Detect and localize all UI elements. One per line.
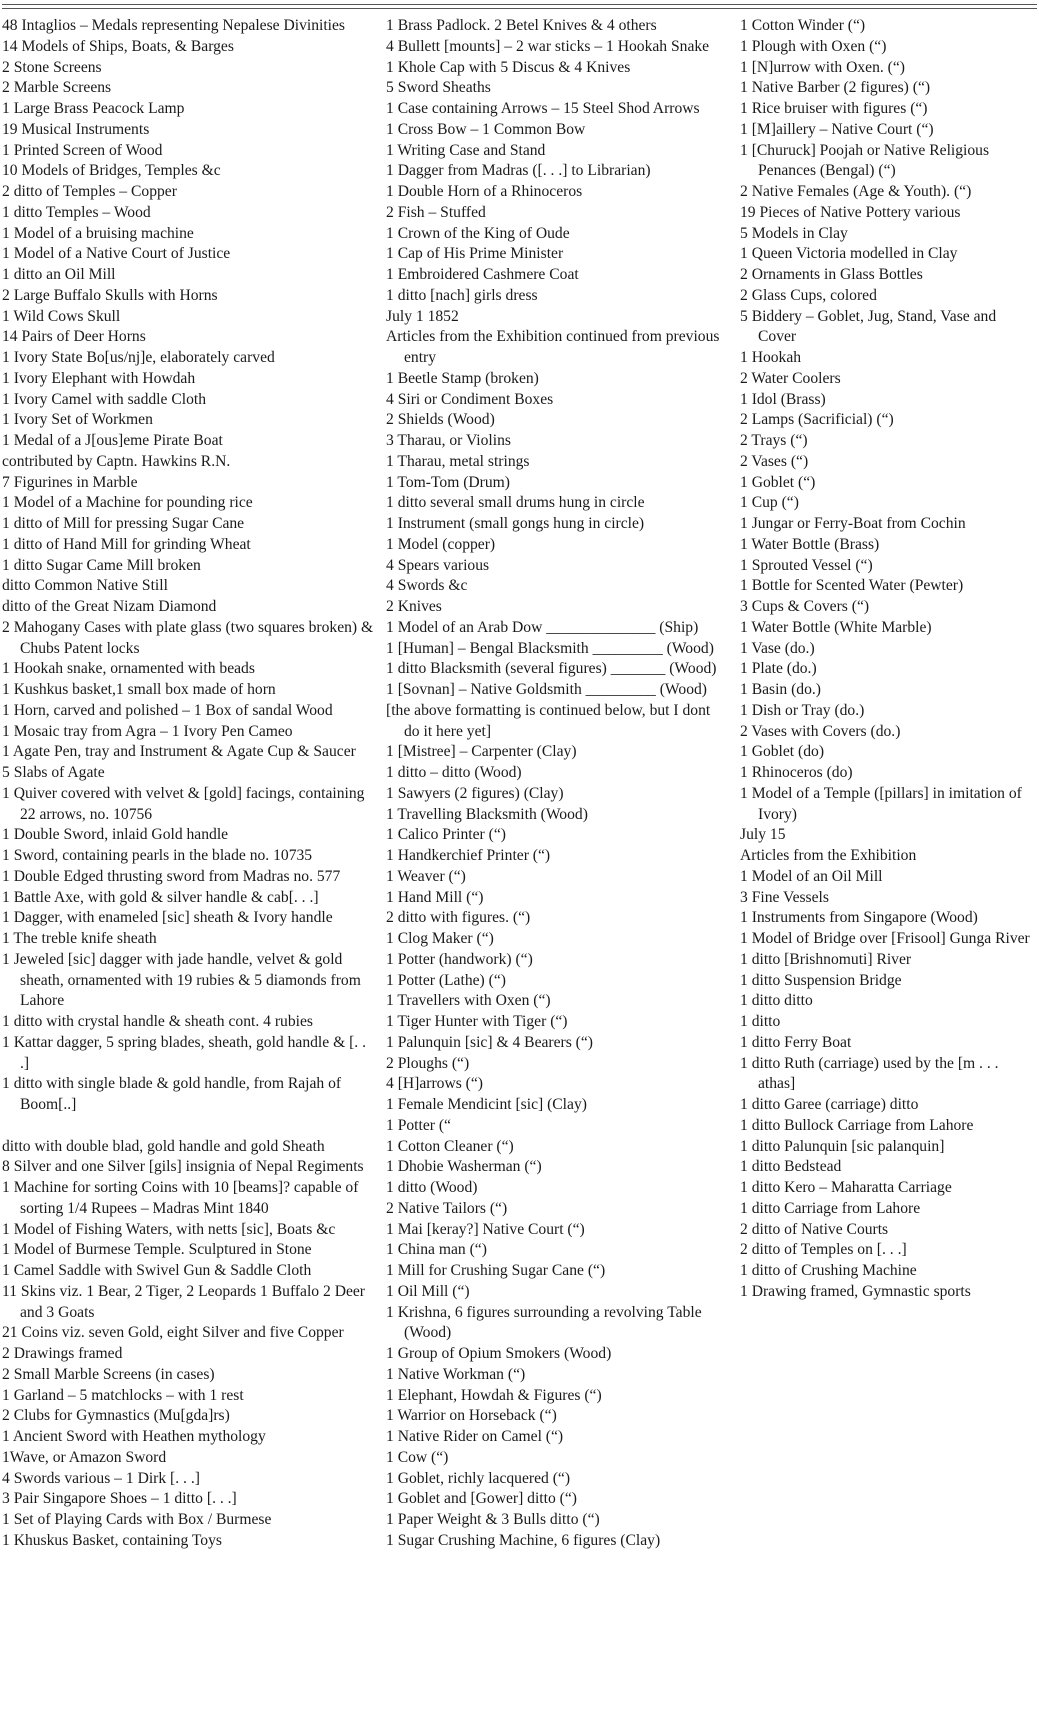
inventory-entry: 1 Plate (do.) bbox=[740, 660, 817, 678]
inventory-entry: 1 Embroidered Cashmere Coat bbox=[386, 266, 579, 283]
inventory-entry: 1 Brass Padlock. 2 Betel Knives & 4 others bbox=[386, 17, 657, 34]
inventory-entry: 1 Cup (“) bbox=[740, 494, 799, 512]
inventory-entry: 5 Biddery – Goblet, Jug, Stand, Vase and Cover bbox=[740, 307, 997, 346]
inventory-entry: 1 Rhinoceros (do) bbox=[740, 764, 853, 781]
inventory-entry: 2 Ornaments in Glass Bottles bbox=[740, 266, 923, 283]
inventory-entry: 1 Cross Bow – 1 Common Bow bbox=[386, 120, 586, 138]
inventory-column-1 bbox=[2, 16, 374, 1552]
inventory-entry: 1 Handkerchief Printer (“) bbox=[386, 847, 551, 864]
inventory-entry: 1 Goblet, richly lacquered (“) bbox=[386, 1469, 571, 1487]
inventory-entry: 1 Queen Victoria modelled in Clay bbox=[740, 245, 958, 263]
inventory-entry: 1 Set of Playing Cards with Box / Burmese bbox=[2, 1511, 272, 1528]
inventory-entry: 1 Female Mendicint [sic] (Clay) bbox=[386, 1096, 587, 1113]
inventory-entry: 1 ditto (Wood) bbox=[386, 1179, 478, 1196]
inventory-entry: 1 Water Bottle (White Marble) bbox=[740, 618, 932, 636]
inventory-entry: 1 ditto Sugar Came Mill broken bbox=[2, 556, 201, 574]
inventory-entry: 1 ditto [Brishnomuti] River bbox=[740, 950, 912, 968]
inventory-entry: 1 Ivory State Bo[us/nj]e, elaborately carved bbox=[2, 349, 275, 366]
inventory-entry: 1 Model of Bridge over [Frisool] Gunga River bbox=[740, 930, 1030, 947]
inventory-entry: 2 Mahogany Cases with plate glass (two squares broken) & Chubs Patent locks bbox=[2, 618, 374, 657]
inventory-entry: 1 Mai [keray?] Native Court (“) bbox=[386, 1220, 585, 1238]
inventory-entry: 1 ditto Ruth (carriage) used by the [m . . . athas] bbox=[740, 1054, 999, 1093]
inventory-entry: 1 Vase (do.) bbox=[740, 639, 815, 657]
inventory-entry: 1 ditto Blacksmith (several figures) _______ (Wood) bbox=[386, 660, 717, 678]
inventory-entry: 2 Lamps (Sacrificial) (“) bbox=[740, 411, 894, 429]
inventory-entry: 1 Agate Pen, tray and Instrument & Agate Cup & Saucer bbox=[2, 743, 356, 761]
inventory-entry: 1 Double Edged thrusting sword from Madras no. 577 bbox=[2, 867, 341, 885]
inventory-entry: 1 Basin (do.) bbox=[740, 681, 821, 698]
inventory-entry: 3 Fine Vessels bbox=[740, 888, 829, 906]
inventory-entry: 1 Quiver covered with velvet & [gold] facings, containing 22 arrows, no. 10756 bbox=[2, 784, 365, 823]
inventory-entry: 19 Pieces of Native Pottery various bbox=[740, 203, 961, 221]
inventory-entry: 1 Potter (Lathe) (“) bbox=[386, 971, 506, 989]
inventory-entry: 2 Trays (“) bbox=[740, 432, 808, 449]
inventory-entry: 1 Jungar or Ferry-Boat from Cochin bbox=[740, 515, 966, 532]
inventory-entry: 1 Drawing framed, Gymnastic sports bbox=[740, 1282, 971, 1300]
inventory-entry: 1 [Sovnan] – Native Goldsmith _________ (Wood) bbox=[386, 681, 707, 698]
inventory-entry: 1 Cotton Winder (“) bbox=[740, 17, 866, 34]
inventory-entry: 1 Paper Weight & 3 Bulls ditto (“) bbox=[386, 1511, 600, 1528]
inventory-entry: 1 Camel Saddle with Swivel Gun & Saddle Cloth bbox=[2, 1262, 312, 1279]
inventory-entry: 1 Model (copper) bbox=[386, 535, 496, 553]
inventory-entry: 2 Fish – Stuffed bbox=[386, 203, 486, 221]
inventory-entry: 2 Glass Cups, colored bbox=[740, 286, 877, 304]
inventory-entry: 1 ditto Bullock Carriage from Lahore bbox=[740, 1116, 974, 1134]
inventory-entry: 1 Machine for sorting Coins with 10 [beams]? capable of sorting 1/4 Rupees – Madras Mint 1840 bbox=[2, 1179, 359, 1217]
inventory-entry: 5 Sword Sheaths bbox=[386, 79, 491, 97]
inventory-entry: 4 Spears various bbox=[386, 556, 490, 574]
inventory-entry: 1 Oil Mill (“) bbox=[386, 1282, 470, 1300]
inventory-entry: 21 Coins viz. seven Gold, eight Silver and five Copper bbox=[2, 1324, 344, 1342]
inventory-entry: 1 ditto Palunquin [sic palanquin] bbox=[740, 1137, 945, 1155]
inventory-entry: 1 Instrument (small gongs hung in circle) bbox=[386, 515, 645, 532]
inventory-entry: 1 ditto Temples – Wood bbox=[2, 203, 151, 221]
inventory-entry: 1 Model of a Native Court of Justice bbox=[2, 245, 231, 263]
inventory-entry: 1 Potter (handwork) (“) bbox=[386, 950, 533, 968]
inventory-entry: 1 ditto an Oil Mill bbox=[2, 266, 116, 283]
inventory-entry: 1 Native Barber (2 figures) (“) bbox=[740, 79, 931, 97]
inventory-entry: 1 Cow (“) bbox=[386, 1448, 449, 1466]
inventory-entry: 1 [Human] – Bengal Blacksmith _________ (Wood) bbox=[386, 639, 714, 657]
inventory-entry: 5 Models in Clay bbox=[740, 224, 848, 242]
inventory-entry: 2 Ploughs (“) bbox=[386, 1054, 470, 1072]
inventory-entry: 1 Bottle for Scented Water (Pewter) bbox=[740, 577, 964, 595]
inventory-entry: 4 Swords &c bbox=[386, 577, 468, 595]
inventory-entry: 1 Model of Burmese Temple. Sculptured in Stone bbox=[2, 1241, 312, 1259]
inventory-entry: 2 Clubs for Gymnastics (Mu[gda]rs) bbox=[2, 1407, 230, 1425]
inventory-entry: 1 [Mistree] – Carpenter (Clay) bbox=[386, 743, 577, 761]
inventory-entry: 1 Horn, carved and polished – 1 Box of sandal Wood bbox=[2, 701, 333, 719]
inventory-entry: 1 Water Bottle (Brass) bbox=[740, 535, 880, 553]
inventory-entry: 1 ditto Suspension Bridge bbox=[740, 971, 902, 989]
inventory-entry: 1 ditto – ditto (Wood) bbox=[386, 764, 522, 781]
inventory-entry: 1 Weaver (“) bbox=[386, 867, 466, 885]
inventory-entry: 2 Native Tailors (“) bbox=[386, 1199, 508, 1217]
inventory-entry: 1 Idol (Brass) bbox=[740, 390, 826, 408]
inventory-entry: 1 [Churuck] Poojah or Native Religious Penances (Bengal) (“) bbox=[740, 141, 990, 180]
inventory-entry: 1 Clog Maker (“) bbox=[386, 930, 494, 947]
inventory-entry: 1 Tiger Hunter with Tiger (“) bbox=[386, 1013, 568, 1030]
inventory-entry: 1 Mill for Crushing Sugar Cane (“) bbox=[386, 1262, 606, 1279]
inventory-entry: 1 Rice bruiser with figures (“) bbox=[740, 100, 928, 117]
inventory-entry: 1 Krishna, 6 figures surrounding a revolving Table (Wood) bbox=[386, 1303, 702, 1342]
inventory-entry: 1 Group of Opium Smokers (Wood) bbox=[386, 1345, 612, 1362]
inventory-entry: 1 Plough with Oxen (“) bbox=[740, 37, 887, 55]
inventory-entry: 2 Knives bbox=[386, 598, 442, 615]
inventory-entry: 2 Vases (“) bbox=[740, 452, 809, 470]
inventory-entry: 1 Sugar Crushing Machine, 6 figures (Clay) bbox=[386, 1531, 661, 1549]
inventory-entry: 1 Ivory Elephant with Howdah bbox=[2, 369, 196, 387]
inventory-entry: 1 Calico Printer (“) bbox=[386, 826, 506, 844]
inventory-entry: 2 Large Buffalo Skulls with Horns bbox=[2, 286, 218, 304]
inventory-entry: 1 Goblet (do) bbox=[740, 743, 825, 761]
inventory-entry: 1 Native Rider on Camel (“) bbox=[386, 1428, 564, 1445]
inventory-entry: 3 Pair Singapore Shoes – 1 ditto [. . .] bbox=[2, 1490, 237, 1508]
inventory-entry: 1 Sprouted Vessel (“) bbox=[740, 556, 873, 574]
inventory-entry: 1 Wild Cows Skull bbox=[2, 307, 121, 325]
inventory-entry: 1 ditto Carriage from Lahore bbox=[740, 1199, 921, 1217]
inventory-entry: 7 Figurines in Marble bbox=[2, 473, 138, 491]
inventory-column-2 bbox=[386, 16, 726, 1552]
inventory-entry: 5 Slabs of Agate bbox=[2, 764, 105, 781]
inventory-entry: 2 Drawings framed bbox=[2, 1345, 123, 1362]
inventory-entry: 1 Double Horn of a Rhinoceros bbox=[386, 183, 583, 200]
inventory-entry: 1 Printed Screen of Wood bbox=[2, 141, 163, 159]
inventory-entry: 19 Musical Instruments bbox=[2, 120, 150, 138]
top-rule-outer bbox=[2, 4, 1037, 5]
inventory-entry: 1 Sawyers (2 figures) (Clay) bbox=[386, 784, 564, 802]
inventory-entry: 14 Pairs of Deer Horns bbox=[2, 328, 146, 346]
inventory-entry: 1 Battle Axe, with gold & silver handle & cab[. . .] bbox=[2, 888, 319, 906]
inventory-entry: 1 ditto with single blade & gold handle, from Rajah of Boom[..] bbox=[2, 1075, 342, 1113]
inventory-entry: 2 Marble Screens bbox=[2, 79, 112, 97]
inventory-entry: 1 Jeweled [sic] dagger with jade handle, velvet & gold sheath, ornamented with 19 rubies & 5 diamonds from Lahore bbox=[2, 950, 361, 1010]
inventory-entry: 1 ditto of Crushing Machine bbox=[740, 1262, 917, 1279]
inventory-entry: 2 ditto of Temples – Copper bbox=[2, 183, 177, 200]
inventory-entry: 1 Tom-Tom (Drum) bbox=[386, 473, 510, 491]
inventory-entry: 1 Writing Case and Stand bbox=[386, 141, 546, 159]
inventory-entry: 2 ditto of Native Courts bbox=[740, 1220, 889, 1238]
inventory-entry: 2 ditto of Temples on [. . .] bbox=[740, 1241, 907, 1259]
inventory-entry: 1 Model of a Temple ([pillars] in imitation of Ivory) bbox=[740, 784, 1022, 823]
inventory-entry: 1 Hookah snake, ornamented with beads bbox=[2, 660, 255, 678]
inventory-entry: 1 Palunquin [sic] & 4 Bearers (“) bbox=[386, 1033, 593, 1051]
inventory-entry: contributed by Captn. Hawkins R.N. bbox=[2, 452, 231, 470]
inventory-entry: 11 Skins viz. 1 Bear, 2 Tiger, 2 Leopards 1 Buffalo 2 Deer and 3 Goats bbox=[2, 1282, 365, 1321]
inventory-entry: ditto Common Native Still bbox=[2, 577, 168, 595]
inventory-entry: 1Wave, or Amazon Sword bbox=[2, 1448, 167, 1466]
inventory-entry: 1 The treble knife sheath bbox=[2, 930, 157, 947]
inventory-entry: 1 Model of an Oil Mill bbox=[740, 867, 883, 885]
inventory-entry: 1 Hand Mill (“) bbox=[386, 888, 484, 906]
inventory-entry: 2 Native Females (Age & Youth). (“) bbox=[740, 183, 972, 200]
inventory-entry: 1 Goblet and [Gower] ditto (“) bbox=[386, 1490, 577, 1508]
inventory-entry: 1 Garland – 5 matchlocks – with 1 rest bbox=[2, 1386, 244, 1404]
inventory-entry: Articles from the Exhibition bbox=[740, 847, 917, 864]
inventory-entry: 2 Water Coolers bbox=[740, 369, 841, 387]
inventory-entry: 1 Mosaic tray from Agra – 1 Ivory Pen Cameo bbox=[2, 722, 293, 740]
inventory-entry: 1 Kattar dagger, 5 spring blades, sheath, gold handle & [. . .] bbox=[2, 1033, 367, 1072]
inventory-entry: 4 Siri or Condiment Boxes bbox=[386, 390, 554, 408]
inventory-entry: 1 Model of a Machine for pounding rice bbox=[2, 494, 253, 512]
inventory-entry: 14 Models of Ships, Boats, & Barges bbox=[2, 37, 234, 55]
inventory-entry: 1 Kushkus basket,1 small box made of horn bbox=[2, 681, 276, 698]
inventory-entry: 1 Travelling Blacksmith (Wood) bbox=[386, 805, 588, 823]
inventory-entry: 1 Tharau, metal strings bbox=[386, 452, 530, 470]
inventory-entry: 4 Swords various – 1 Dirk [. . .] bbox=[2, 1469, 200, 1487]
inventory-entry: 1 Model of an Arab Dow ______________ (Ship) bbox=[386, 618, 699, 636]
inventory-entry: ditto with double blad, gold handle and gold Sheath bbox=[2, 1137, 325, 1155]
inventory-entry: 1 China man (“) bbox=[386, 1241, 487, 1259]
inventory-entry: 1 Elephant, Howdah & Figures (“) bbox=[386, 1386, 602, 1404]
inventory-entry: 1 [M]aillery – Native Court (“) bbox=[740, 120, 934, 138]
inventory-entry: 1 ditto bbox=[740, 1013, 781, 1030]
inventory-entry: 1 Instruments from Singapore (Wood) bbox=[740, 909, 978, 927]
inventory-entry: 1 [N]urrow with Oxen. (“) bbox=[740, 58, 905, 76]
inventory-entry: 1 Large Brass Peacock Lamp bbox=[2, 100, 185, 117]
inventory-entry: 1 ditto Garee (carriage) ditto bbox=[740, 1096, 919, 1113]
inventory-entry: July 1 1852 bbox=[386, 307, 459, 325]
inventory-entry: 1 Warrior on Horseback (“) bbox=[386, 1407, 557, 1425]
inventory-entry: 1 Hookah bbox=[740, 349, 802, 366]
inventory-entry: 1 ditto [nach] girls dress bbox=[386, 286, 538, 304]
inventory-entry: 1 Khole Cap with 5 Discus & 4 Knives bbox=[386, 58, 631, 76]
inventory-entry: 4 [H]arrows (“) bbox=[386, 1075, 483, 1093]
inventory-entry: 1 Cap of His Prime Minister bbox=[386, 245, 564, 263]
inventory-entry: 1 Cotton Cleaner (“) bbox=[386, 1137, 514, 1155]
inventory-entry: Articles from the Exhibition continued from previous entry bbox=[386, 328, 720, 366]
inventory-entry: 1 ditto several small drums hung in circle bbox=[386, 494, 645, 512]
inventory-entry: 1 Dagger from Madras ([. . .] to Librarian) bbox=[386, 162, 651, 180]
inventory-entry: 2 ditto with figures. (“) bbox=[386, 909, 531, 927]
inventory-entry: 1 ditto with crystal handle & sheath cont. 4 rubies bbox=[2, 1013, 313, 1030]
inventory-entry: 2 Shields (Wood) bbox=[386, 411, 495, 429]
inventory-entry: 1 Sword, containing pearls in the blade no. 10735 bbox=[2, 847, 313, 864]
inventory-entry: 1 Double Sword, inlaid Gold handle bbox=[2, 826, 229, 844]
inventory-entry: 2 Small Marble Screens (in cases) bbox=[2, 1365, 215, 1383]
inventory-entry: 2 Vases with Covers (do.) bbox=[740, 722, 901, 740]
inventory-entry: 10 Models of Bridges, Temples &c bbox=[2, 162, 221, 180]
top-rule-inner bbox=[2, 8, 1037, 9]
inventory-entry: 1 ditto Bedstead bbox=[740, 1158, 842, 1176]
inventory-entry: July 15 bbox=[740, 826, 786, 844]
inventory-entry: 1 ditto Ferry Boat bbox=[740, 1033, 852, 1051]
inventory-entry: ditto of the Great Nizam Diamond bbox=[2, 598, 217, 615]
inventory-entry: 4 Bullett [mounts] – 2 war sticks – 1 Hookah Snake bbox=[386, 37, 710, 55]
inventory-entry: 1 Travellers with Oxen (“) bbox=[386, 992, 551, 1010]
inventory-entry: 1 ditto ditto bbox=[740, 992, 813, 1010]
inventory-entry: 2 Stone Screens bbox=[2, 58, 102, 76]
inventory-entry: 1 Medal of a J[ous]eme Pirate Boat bbox=[2, 432, 223, 449]
inventory-entry: 1 ditto Kero – Maharatta Carriage bbox=[740, 1179, 952, 1196]
inventory-entry: 1 Model of Fishing Waters, with netts [sic], Boats &c bbox=[2, 1220, 336, 1238]
inventory-entry: 1 ditto of Hand Mill for grinding Wheat bbox=[2, 535, 251, 553]
inventory-entry: [the above formatting is continued below, but I dont do it here yet] bbox=[386, 701, 711, 740]
inventory-entry: 1 Ivory Camel with saddle Cloth bbox=[2, 390, 206, 408]
inventory-entry: 1 Dhobie Washerman (“) bbox=[386, 1158, 542, 1176]
inventory-entry: 1 Dagger, with enameled [sic] sheath & Ivory handle bbox=[2, 909, 333, 927]
inventory-entry: 1 Goblet (“) bbox=[740, 473, 816, 491]
inventory-entry: 1 Native Workman (“) bbox=[386, 1365, 526, 1383]
inventory-entry: 1 ditto of Mill for pressing Sugar Cane bbox=[2, 515, 245, 532]
inventory-entry: 1 Crown of the King of Oude bbox=[386, 224, 570, 242]
inventory-entry: 3 Tharau, or Violins bbox=[386, 432, 511, 449]
inventory-entry: 1 Dish or Tray (do.) bbox=[740, 701, 865, 719]
inventory-entry: 1 Beetle Stamp (broken) bbox=[386, 369, 539, 387]
inventory-entry: 48 Intaglios – Medals representing Nepalese Divinities bbox=[2, 17, 345, 34]
inventory-entry: 3 Cups & Covers (“) bbox=[740, 598, 870, 615]
inventory-column-3 bbox=[740, 16, 1038, 1303]
inventory-entry: 1 Case containing Arrows – 15 Steel Shod Arrows bbox=[386, 100, 700, 117]
inventory-entry: 1 Model of a bruising machine bbox=[2, 224, 194, 242]
inventory-entry: 1 Ivory Set of Workmen bbox=[2, 411, 153, 429]
inventory-entry: 1 Khuskus Basket, containing Toys bbox=[2, 1531, 222, 1549]
inventory-entry: 1 Ancient Sword with Heathen mythology bbox=[2, 1428, 266, 1445]
inventory-entry: 1 Potter (“ bbox=[386, 1116, 451, 1134]
inventory-entry: 8 Silver and one Silver [gils] insignia of Nepal Regiments bbox=[2, 1158, 364, 1176]
